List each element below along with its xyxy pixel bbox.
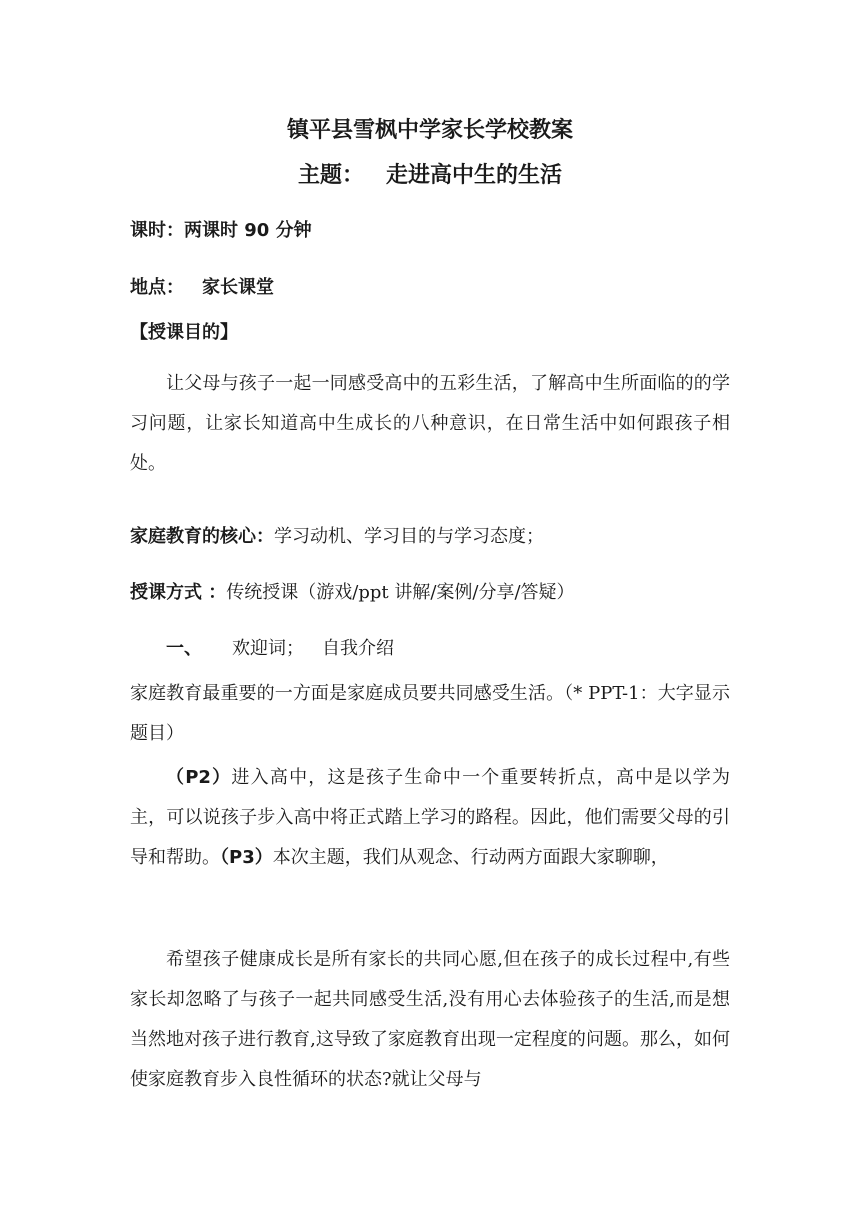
section1-intro: 自我介绍 — [322, 638, 394, 659]
method-line — [130, 578, 575, 604]
subtitle-text: 走进高中生的生活 — [386, 163, 563, 188]
duration-line — [130, 216, 312, 242]
document-subtitle — [0, 158, 860, 189]
duration-value: 两课时 90 分钟 — [184, 220, 312, 241]
paragraph-2 — [130, 758, 730, 878]
purpose-heading-text: 【授课目的】 — [130, 322, 238, 343]
section1-welcome: 欢迎词； — [232, 638, 304, 659]
section1-number: 一、 — [166, 638, 202, 659]
core-line — [130, 522, 544, 548]
location-value: 家长课堂 — [202, 277, 274, 298]
slide-marker-p3: （P3） — [220, 847, 273, 868]
slide-marker-p2: （P2） — [166, 767, 232, 788]
method-value: 传统授课（游戏/ppt 讲解/案例/分享/答疑） — [226, 582, 575, 603]
subtitle-label: 主题： — [297, 163, 364, 188]
location-line — [130, 273, 274, 299]
paragraph-2-part-b: 本次主题，我们从观念、行动两方面跟大家聊聊， — [272, 847, 669, 868]
paragraph-3: 希望孩子健康成长是所有家长的共同心愿,但在孩子的成长过程中,有些家长却忽略了与孩子一起共同感受生活,没有用心去体验孩子的生活,而是想当然地对孩子进行教育,这导致了家庭教育出现一定程度的问题。那么，如何使家庭教育步入良性循环的状态?就让父母与 — [130, 949, 730, 1090]
document-title: 镇平县雪枫中学家长学校教案 — [286, 118, 573, 143]
purpose-heading — [130, 318, 238, 344]
method-label: 授课方式 ： — [130, 582, 227, 603]
duration-label: 课时： — [130, 220, 184, 241]
core-value: 学习动机、学习目的与学习态度； — [274, 526, 544, 547]
location-label: 地点： — [130, 277, 184, 298]
core-label: 家庭教育的核心： — [130, 526, 274, 547]
paragraph-2-part-a: 进入高中，这是孩子生命中一个重要转折点，高中是以学为主，可以说孩子步入高中将正式踏上学习的路程。因此，他们需要父母的引导和帮助。 — [130, 767, 730, 868]
purpose-paragraph: 让父母与孩子一起一同感受高中的五彩生活，了解高中生所面临的的学习问题，让家长知道高中生成长的八种意识，在日常生活中如何跟孩子相处。 — [130, 373, 730, 474]
paragraph-1: 家庭教育最重要的一方面是家庭成员要共同感受生活。（* PPT-1：大字显示题目） — [130, 683, 730, 744]
section1-heading — [166, 634, 394, 660]
